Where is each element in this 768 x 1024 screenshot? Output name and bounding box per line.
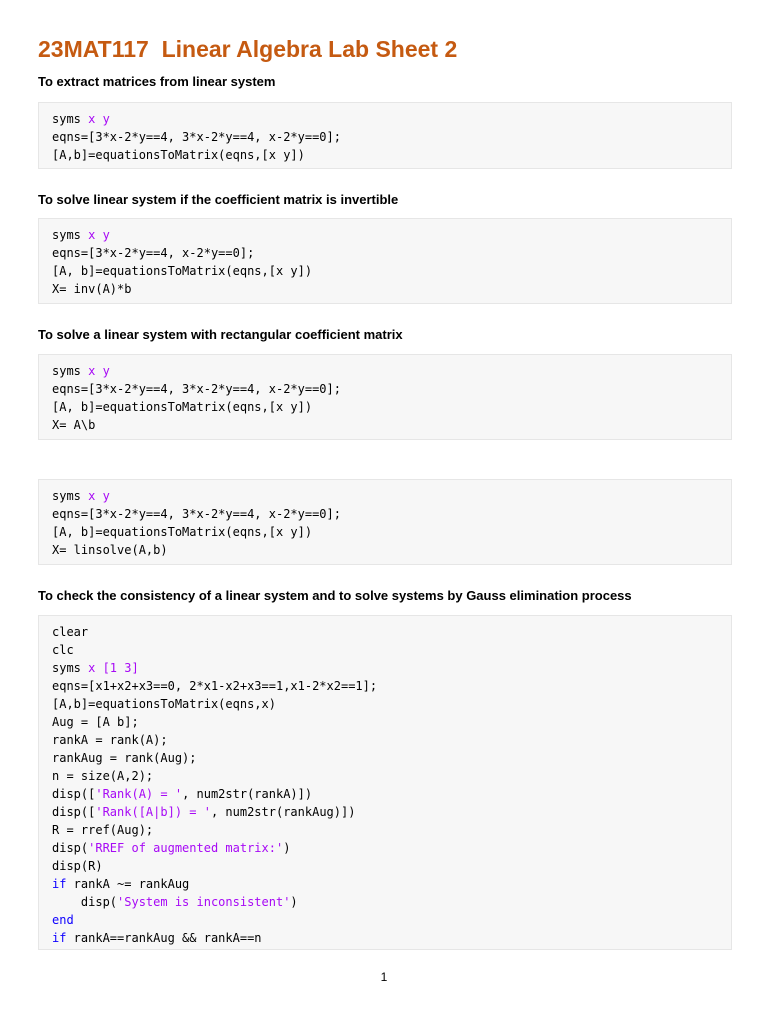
section-heading-consistency: To check the consistency of a linear system and to solve systems by Gauss elimination process: [38, 588, 632, 603]
code-text: [A,b]=equationsToMatrix(eqns,x): [52, 697, 276, 711]
code-text: Aug = [A b];: [52, 715, 139, 729]
code-text: X= inv(A)*b: [52, 282, 132, 296]
code-line: [52, 695, 718, 713]
code-text: R = rref(Aug);: [52, 823, 154, 837]
code-text: n = size(A,2);: [52, 769, 154, 783]
page-number: 1: [380, 970, 388, 984]
code-text: disp(R): [52, 859, 103, 873]
code-line: [52, 362, 718, 380]
code-text: syms: [52, 661, 89, 675]
code-string: 'Rank(A) = ': [95, 787, 183, 801]
document-title: 23MAT117 Linear Algebra Lab Sheet 2: [38, 36, 458, 62]
code-line: [52, 146, 718, 164]
code-text: X= A\b: [52, 418, 96, 432]
code-text: ): [283, 841, 291, 855]
section-heading-extract: To extract matrices from linear system: [38, 74, 276, 89]
code-line: [52, 659, 718, 677]
code-line: [52, 487, 718, 505]
code-string: 'System is inconsistent': [117, 895, 291, 909]
code-line: [52, 416, 718, 434]
code-line: [52, 713, 718, 731]
code-text: disp([: [52, 805, 96, 819]
code-line: [52, 280, 718, 298]
code-string: 'Rank([A|b]) = ': [95, 805, 211, 819]
code-text: rankA = rank(A);: [52, 733, 168, 747]
code-line: [52, 523, 718, 541]
code-text: rankAug = rank(Aug);: [52, 751, 197, 765]
code-line: [52, 244, 718, 262]
code-line: [52, 875, 718, 893]
code-block-rectangular: [38, 354, 732, 440]
code-text: clc: [52, 643, 74, 657]
code-line: [52, 857, 718, 875]
code-text: clear: [52, 625, 89, 639]
code-text: rankA ~= rankAug: [66, 877, 190, 891]
code-line: [52, 767, 718, 785]
code-line: [52, 731, 718, 749]
code-text: [A, b]=equationsToMatrix(eqns,[x y]): [52, 400, 313, 414]
code-text: eqns=[3*x-2*y==4, x-2*y==0];: [52, 246, 255, 260]
section-heading-rectangular: To solve a linear system with rectangular coefficient matrix: [38, 327, 403, 342]
code-text: disp(: [52, 841, 89, 855]
code-text: ): [290, 895, 298, 909]
code-text: syms: [52, 364, 89, 378]
code-line: [52, 749, 718, 767]
code-string: x y: [88, 364, 110, 378]
code-line: [52, 839, 718, 857]
code-line: [52, 641, 718, 659]
code-line: [52, 262, 718, 280]
section-heading-invertible: To solve linear system if the coefficient matrix is invertible: [38, 192, 399, 207]
code-text: syms: [52, 112, 89, 126]
code-keyword: if: [52, 877, 67, 891]
code-line: [52, 380, 718, 398]
code-string: x y: [88, 228, 110, 242]
code-text: , num2str(rankAug)]): [210, 805, 356, 819]
code-line: [52, 226, 718, 244]
code-text: eqns=[x1+x2+x3==0, 2*x1-x2+x3==1,x1-2*x2==1];: [52, 679, 378, 693]
code-text: disp([: [52, 787, 96, 801]
code-line: [52, 541, 718, 559]
code-block-gauss: [38, 615, 732, 950]
code-text: eqns=[3*x-2*y==4, 3*x-2*y==4, x-2*y==0];: [52, 130, 341, 144]
code-line: [52, 893, 718, 911]
code-text: X= linsolve(A,b): [52, 543, 168, 557]
code-text: rankA==rankAug && rankA==n: [66, 931, 262, 945]
code-text: eqns=[3*x-2*y==4, 3*x-2*y==4, x-2*y==0];: [52, 507, 341, 521]
code-block-extract: [38, 102, 732, 169]
code-string: 'RREF of augmented matrix:': [88, 841, 284, 855]
code-keyword: if: [52, 931, 67, 945]
code-line: [52, 623, 718, 641]
code-line: [52, 677, 718, 695]
code-line: [52, 128, 718, 146]
code-text: [A,b]=equationsToMatrix(eqns,[x y]): [52, 148, 305, 162]
code-line: [52, 929, 718, 947]
code-line: [52, 785, 718, 803]
code-text: [A, b]=equationsToMatrix(eqns,[x y]): [52, 525, 313, 539]
code-keyword: end: [52, 913, 74, 927]
code-line: [52, 821, 718, 839]
code-text: eqns=[3*x-2*y==4, 3*x-2*y==4, x-2*y==0];: [52, 382, 341, 396]
code-line: [52, 398, 718, 416]
code-text: syms: [52, 489, 89, 503]
code-line: [52, 911, 718, 929]
code-string: x y: [88, 112, 110, 126]
code-text: [A, b]=equationsToMatrix(eqns,[x y]): [52, 264, 313, 278]
code-block-invertible: [38, 218, 732, 304]
code-block-linsolve: [38, 479, 732, 565]
code-string: x y: [88, 489, 110, 503]
code-line: [52, 110, 718, 128]
code-line: [52, 803, 718, 821]
code-text: disp(: [52, 895, 118, 909]
code-line: [52, 505, 718, 523]
code-text: syms: [52, 228, 89, 242]
code-text: , num2str(rankA)]): [182, 787, 313, 801]
code-string: x [1 3]: [88, 661, 139, 675]
